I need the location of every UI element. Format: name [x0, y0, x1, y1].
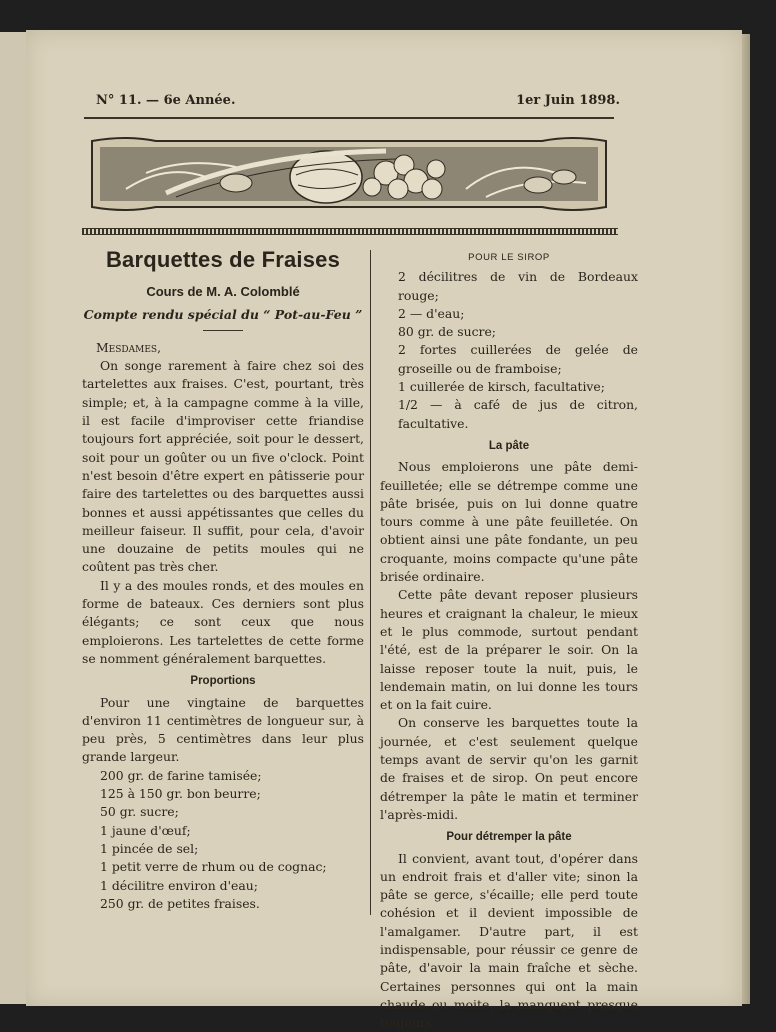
detrempe-paragraph: Il convient, avant tout, d'opérer dans un endroit frais et d'aller vite; sinon la pâte se gerce, s'écaille; elle perd toute cohésion et il devient impossible de l'amalgamer. D'autre part, il est indispensable, pour réussir ce genre de pâte, d'avoir la main fraîche et sèche. Certaines personnes qui ont la main chaude ou moite, la manquent presque toujours.	[380, 850, 638, 1032]
pastry-paragraph: On conserve les barquettes toute la journée, et c'est seulement quelque temps avant de servir qu'on les garnit de fraises et de sirop. On peut encore détremper la pâte le matin et terminer l'après-midi.	[380, 714, 638, 824]
column-divider	[370, 250, 371, 915]
syrup-item: 80 gr. de sucre;	[380, 323, 638, 341]
syrup-item: 2 fortes cuillerées de gelée de groseille ou de framboise;	[380, 341, 638, 378]
salutation: Mesdames,	[96, 339, 364, 357]
ingredient-item: 250 gr. de petites fraises.	[82, 895, 364, 913]
article-title: Barquettes de Fraises	[82, 251, 364, 269]
intro-paragraph: On songe rarement à faire chez soi des tartelettes aux fraises. C'est, pourtant, très simple; et, à la campagne comme à la ville, il est facile d'improviser cette friandise toujours fort appréciée, soit pour le dessert, soit pour un goûter ou un five o'clock. Point n'est besoin d'être expert en pâtisserie pour faire des tartelettes ou des barquettes aussi bonnes et aussi appétissantes que celles du meilleur faiseur. Il suffit, pour cela, d'avoir une douzaine de petits moules qui ne coûtent pas très cher.	[82, 357, 364, 577]
intro-paragraph: Il y a des moules ronds, et des moules en forme de bateaux. Ces derniers sont plus élégants; ce sont ceux que nous emploierons. Les tartelettes de cette forme se nomment généralement barquettes.	[82, 577, 364, 668]
proportions-intro: Pour une vingtaine de barquettes d'environ 11 centimètres de longueur sur, à peu près, 5 centimètres dans leur plus grande largeur.	[82, 694, 364, 767]
proportions-heading: Proportions	[82, 672, 364, 690]
ingredient-item: 200 gr. de farine tamisée;	[82, 767, 364, 785]
ingredient-item: 1 jaune d'œuf;	[82, 822, 364, 840]
page-stack-edge	[742, 34, 750, 1004]
header-rule	[84, 117, 614, 119]
syrup-heading: POUR LE SIROP	[380, 249, 638, 267]
decorative-rule	[82, 228, 618, 235]
pastry-paragraph: Nous emploierons une pâte demi-feuilletée; elle se détrempe comme une pâte brisée, puis on lui donne quatre tours comme à une pâte feuilletée. On obtient ainsi une pâte fondante, un peu croquante, moins compacte qu'une pâte brisée ordinaire.	[380, 458, 638, 586]
ingredient-item: 1 pincée de sel;	[82, 840, 364, 858]
facing-page-edge	[0, 32, 28, 1004]
syrup-item: 1 cuillerée de kirsch, facultative;	[380, 378, 638, 396]
ingredient-item: 1 décilitre environ d'eau;	[82, 877, 364, 895]
ingredient-item: 50 gr. sucre;	[82, 803, 364, 821]
issue-number: N° 11. — 6e Année.	[96, 93, 235, 108]
page-header	[96, 93, 620, 113]
report-credit: Compte rendu spécial du “ Pot-au-Feu ”	[82, 306, 364, 324]
syrup-item: 1/2 — à café de jus de citron, facultative.	[380, 396, 638, 433]
right-column	[380, 245, 638, 1032]
syrup-item: 2 décilitres de vin de Bordeaux rouge;	[380, 268, 638, 305]
vegetable-illustration-icon	[86, 133, 612, 215]
pastry-heading: La pâte	[380, 437, 638, 455]
pastry-paragraph: Cette pâte devant reposer plusieurs heures et craignant la chaleur, le mieux et le plus commode, surtout pendant l'été, est de la préparer le soir. On la laisse reposer toute la nuit, puis, le lendemain matin, on lui donne les tours et on la fait cuire.	[380, 586, 638, 714]
issue-date: 1er Juin 1898.	[516, 93, 620, 108]
ingredient-item: 125 à 150 gr. bon beurre;	[82, 785, 364, 803]
ingredient-item: 1 petit verre de rhum ou de cognac;	[82, 858, 364, 876]
detrempe-heading: Pour détremper la pâte	[380, 828, 638, 846]
course-byline: Cours de M. A. Colomblé	[82, 283, 364, 301]
syrup-item: 2 — d'eau;	[380, 305, 638, 323]
title-rule	[203, 330, 243, 331]
left-column	[82, 245, 364, 913]
